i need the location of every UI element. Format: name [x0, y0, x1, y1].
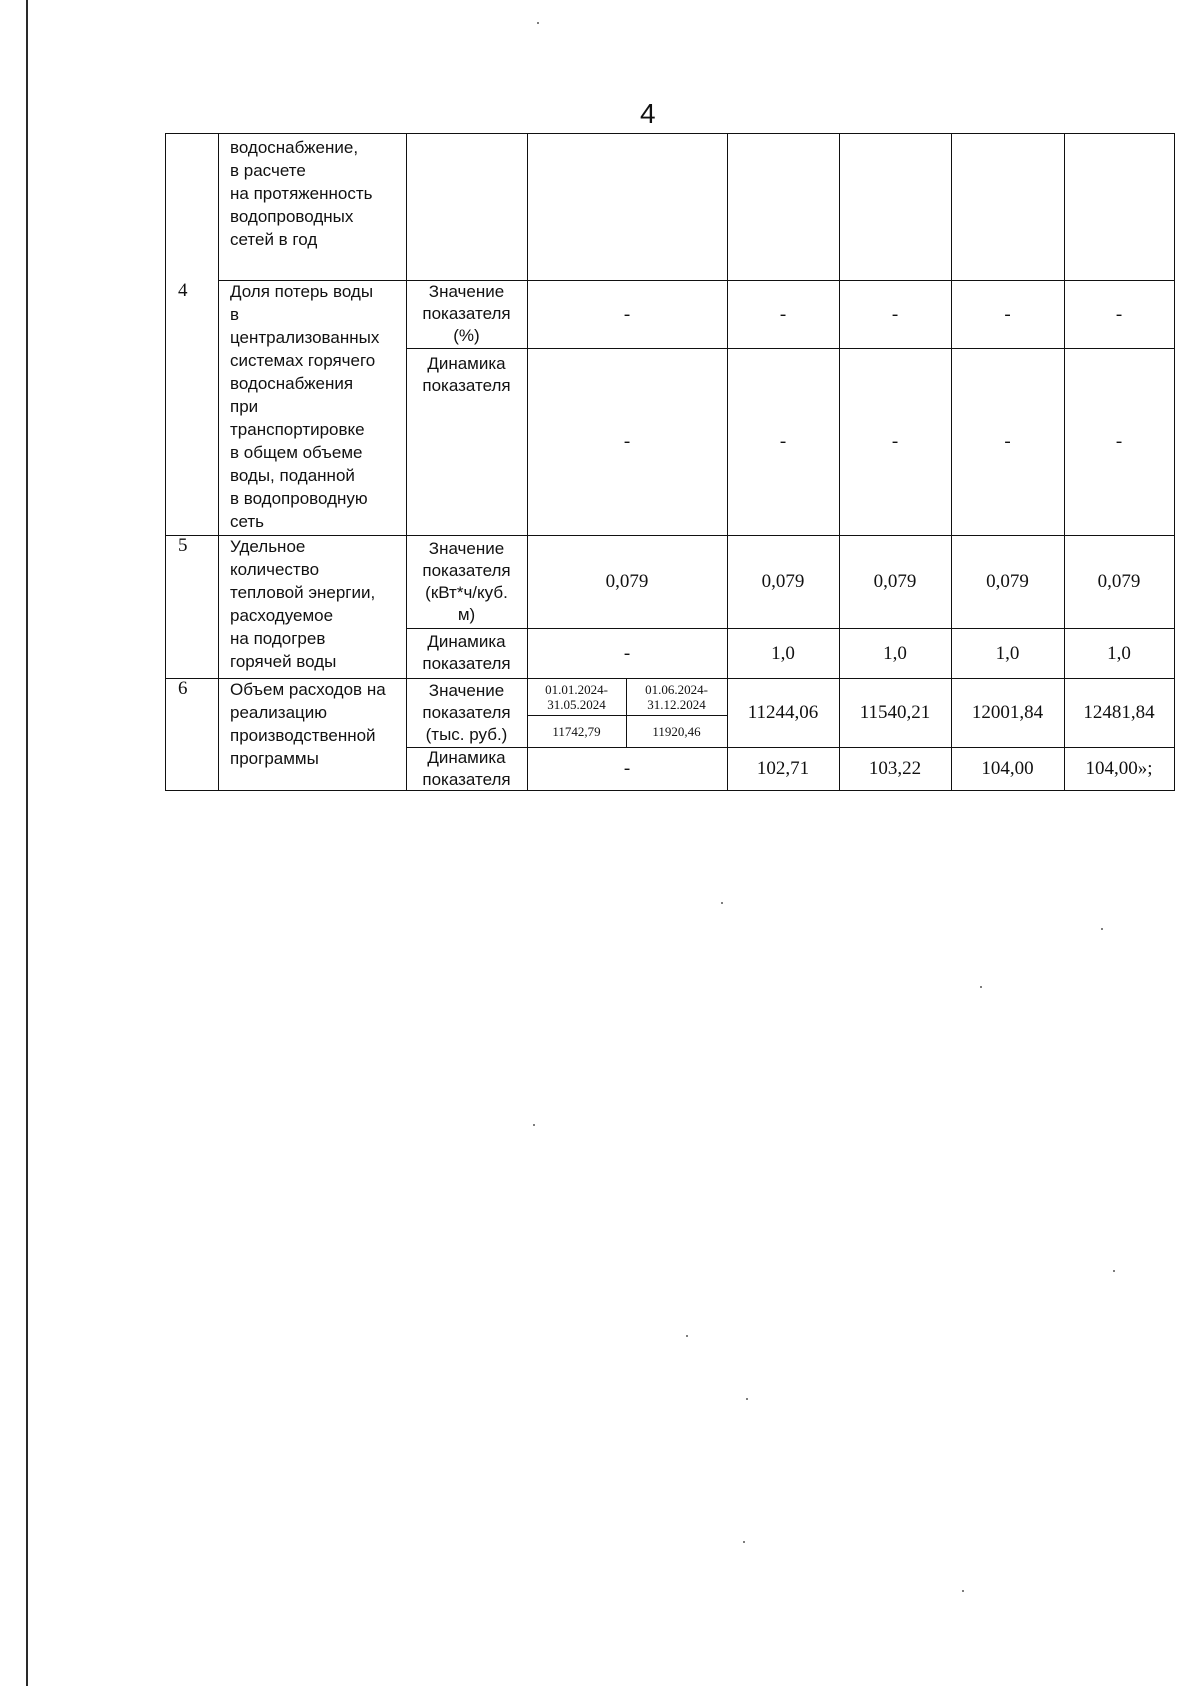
row4-dynamics-2024: -	[623, 431, 631, 452]
row6-indicator-dynamics: Динамика показателя	[422, 747, 511, 789]
row6-period-a-value: 11742,79	[552, 723, 601, 739]
row4-indicator-value: Значение показателя (%)	[422, 282, 511, 345]
row5-number: 5	[178, 535, 188, 556]
row6-period-a: 01.01.2024- 31.05.2024	[545, 681, 608, 712]
scan-speck	[980, 986, 982, 988]
row5-dynamics-2024: -	[623, 642, 631, 664]
row4-dynamics-2027: -	[1004, 431, 1011, 452]
row6-value-2027: 12001,84	[971, 702, 1044, 723]
row4-value-2024: -	[623, 303, 631, 325]
row5-dynamics-2026: 1,0	[883, 642, 907, 664]
row4-dynamics-2026: -	[891, 431, 899, 452]
row5-value-2026: 0,079	[873, 571, 917, 592]
row6-period-b-value: 11920,46	[652, 723, 701, 739]
row5-dynamics-2025: 1,0	[771, 642, 795, 664]
scan-speck	[533, 1124, 535, 1126]
row5-value-2027: 0,079	[986, 571, 1029, 592]
row5-name: Удельное количество тепловой энергии, расходуемое на подогрев горячей воды	[230, 537, 376, 671]
page-number: 4	[640, 98, 656, 129]
row6-value-2026: 11540,21	[859, 702, 931, 723]
row4-value-2027: -	[1004, 303, 1011, 325]
row4-value-2025: -	[779, 303, 787, 325]
row6-value-2028: 12481,84	[1083, 702, 1155, 723]
row4-value-2028: -	[1115, 303, 1123, 325]
row6-value-2025: 11244,06	[747, 702, 819, 723]
row4-value-2026: -	[891, 303, 899, 325]
scan-speck	[746, 1398, 748, 1400]
row6-number: 6	[178, 678, 188, 699]
row4-dynamics-2025: -	[779, 431, 787, 452]
row6-dynamics-2026: 103,22	[868, 758, 922, 779]
row5-value-2028: 0,079	[1097, 571, 1141, 592]
row5-dynamics-2028: 1,0	[1107, 642, 1131, 664]
row4-indicator-dynamics: Динамика показателя	[422, 354, 511, 395]
row6-period-b: 01.06.2024- 31.12.2024	[645, 681, 708, 712]
row6-dynamics-2027: 104,00	[981, 758, 1034, 779]
scan-speck	[962, 1590, 964, 1592]
row4-dynamics-2028: -	[1115, 431, 1123, 452]
scan-speck	[1101, 928, 1103, 930]
row4-name: Доля потерь воды в централизованных системах горячего водоснабжения при транспортировке в общем объеме воды, поданной в водопроводную сеть	[230, 282, 380, 531]
row5-dynamics-2027: 1,0	[995, 642, 1020, 664]
row6-dynamics-2024: -	[623, 758, 631, 779]
row-cont-name: водоснабжение, в расчете на протяженность водопроводных сетей в год	[230, 138, 373, 249]
scan-speck	[537, 22, 539, 24]
row6-dynamics-2028: 104,00»;	[1085, 758, 1153, 779]
row5-value-2025: 0,079	[761, 571, 805, 592]
scan-speck	[743, 1541, 745, 1543]
row5-indicator-dynamics: Динамика показателя	[422, 632, 511, 673]
scan-speck	[721, 902, 723, 904]
row6-indicator-value: Значение показателя (тыс. руб.)	[422, 680, 511, 744]
row6-name: Объем расходов на реализацию производственной программы	[230, 680, 386, 768]
scan-speck	[1113, 1270, 1115, 1272]
row5-indicator-value: Значение показателя (кВт*ч/куб. м)	[422, 538, 511, 624]
row5-value-2024: 0,079	[605, 571, 649, 592]
row6-dynamics-2025: 102,71	[756, 758, 810, 779]
scan-speck	[686, 1335, 688, 1337]
row4-number: 4	[178, 280, 188, 301]
